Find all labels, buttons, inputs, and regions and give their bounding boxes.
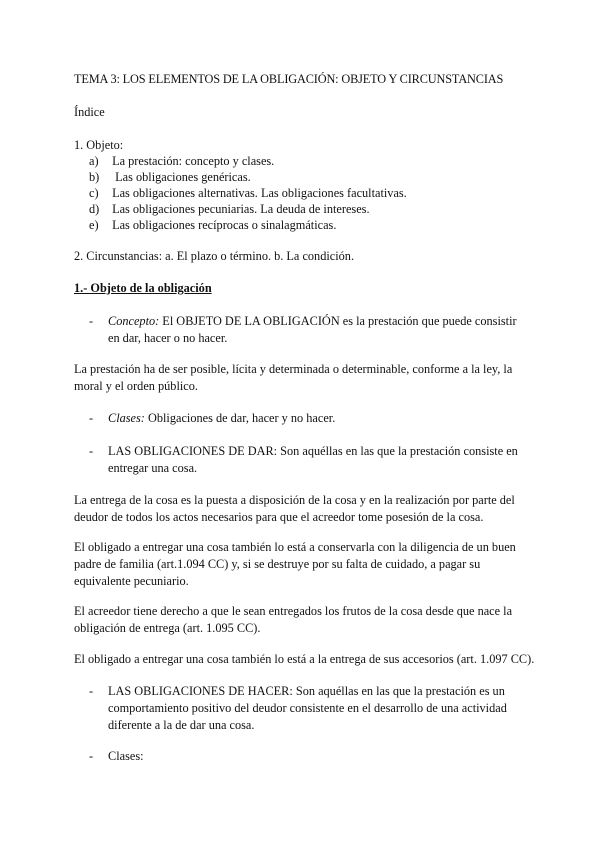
paragraph-frutos: El acreedor tiene derecho a que le sean entregados los frutos de la cosa desde que nace la obligación de entrega (art. 1.095 CC).: [74, 604, 513, 635]
index-subitem: [89, 201, 370, 218]
bullet-clases: [89, 410, 529, 427]
index-subitem-text: La prestación: concepto y clases.: [112, 154, 275, 168]
clases-label: Clases:: [108, 411, 145, 425]
index-subitem-text: Las obligaciones genéricas.: [112, 170, 251, 184]
bullet-dash: -: [89, 749, 94, 763]
index-subitem-letter: c): [89, 186, 99, 200]
concepto-label: Concepto:: [108, 314, 160, 328]
bullet-dash: -: [89, 444, 94, 458]
clases-text: Obligaciones de dar, hacer y no hacer.: [144, 411, 336, 425]
bullet-obligaciones-hacer: [89, 683, 519, 734]
paragraph-conservar: El obligado a entregar una cosa también lo está a conservarla con la diligencia de un buen padre de familia (art.1.094 CC) y, si se destruye por su falta de cuidado, a pagar su equivalente pecuniario.: [74, 540, 516, 588]
section-heading: 1.- Objeto de la obligación: [74, 281, 212, 295]
clases-hacer-text: Clases:: [108, 749, 144, 763]
index-subitem-letter: a): [89, 154, 99, 168]
document-title: TEMA 3: LOS ELEMENTOS DE LA OBLIGACIÓN: OBJETO Y CIRCUNSTANCIAS: [74, 72, 504, 86]
index-objeto: 1. Objeto:: [74, 138, 124, 152]
bullet-dash: -: [89, 314, 94, 328]
obligaciones-hacer-text: LAS OBLIGACIONES DE HACER: Son aquéllas en las que la prestación es un comportamiento positivo del deudor consistente en el desarrollo de una actividad diferente a la de dar una cosa.: [108, 684, 507, 732]
index-subitem: [89, 185, 407, 202]
index-circunstancias: 2. Circunstancias: a. El plazo o término. b. La condición.: [74, 249, 355, 263]
concepto-text: El OBJETO DE LA OBLIGACIÓN es la prestación que puede consistir en dar, hacer o no hacer.: [108, 314, 517, 345]
index-subitem-letter: d): [89, 202, 100, 216]
bullet-clases-hacer: [89, 748, 529, 765]
obligaciones-dar-text: LAS OBLIGACIONES DE DAR: Son aquéllas en las que la prestación consiste en entregar una cosa.: [108, 444, 518, 475]
index-subitem-letter: b): [89, 170, 100, 184]
index-label: Índice: [74, 105, 105, 119]
bullet-obligaciones-dar: [89, 443, 529, 477]
bullet-concepto: [89, 313, 529, 347]
index-subitem: [89, 153, 274, 170]
bullet-dash: -: [89, 411, 94, 425]
paragraph-accesorios: El obligado a entregar una cosa también lo está a la entrega de sus accesorios (art. 1.097 CC).: [74, 652, 535, 666]
index-subitem-letter: e): [89, 218, 99, 232]
index-subitem-text: Las obligaciones recíprocas o sinalagmáticas.: [112, 218, 337, 232]
index-subitem-text: Las obligaciones alternativas. Las obligaciones facultativas.: [112, 186, 407, 200]
index-subitem: [89, 217, 336, 234]
paragraph-entrega: La entrega de la cosa es la puesta a disposición de la cosa y en la realización por parte del deudor de todos los actos necesarios para que el acreedor tome posesión de la cosa.: [74, 493, 515, 524]
index-subitem-text: Las obligaciones pecuniarias. La deuda de intereses.: [112, 202, 370, 216]
paragraph-prestacion: La prestación ha de ser posible, lícita y determinada o determinable, conforme a la ley, la moral y el orden público.: [74, 362, 513, 393]
index-subitem: [89, 169, 251, 186]
bullet-dash: -: [89, 684, 94, 698]
